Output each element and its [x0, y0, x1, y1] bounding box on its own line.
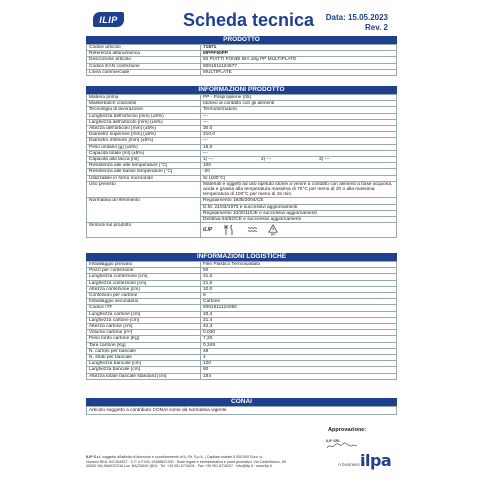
row-value: 210,0 [201, 132, 397, 138]
row-value: --- [201, 113, 397, 119]
row-label: Resistenza alle alte temperature [°C] [87, 163, 201, 169]
normativa-item: Regolamento 10/2011/UE e successivi aggiornamenti [201, 211, 396, 217]
row-label: Normativa di riferimento [87, 198, 201, 223]
capacity-1: 1) --- [203, 157, 214, 163]
row-label: Referenza alfanumerica [87, 51, 201, 57]
symbols-cell [201, 223, 397, 238]
row-label: Volume cartone [m³] [87, 330, 201, 336]
row-value: 8 [201, 293, 397, 299]
row-label: Simboli sul prodotto [87, 223, 201, 238]
row-value: 0,030 [201, 330, 397, 336]
table-row [87, 223, 397, 238]
section-info-prodotto-heading: INFORMAZIONI PRODOTTO [86, 86, 397, 94]
row-label: Peso unitario [g] (±5%) [87, 144, 201, 150]
row-label: Peso lordo cartone [Kg] [87, 336, 201, 342]
row-label: Materia prima [87, 95, 201, 101]
row-value: 18,0 [201, 144, 397, 150]
table-row [87, 373, 397, 379]
table-row [87, 157, 397, 163]
row-value: 21,0 [201, 280, 397, 286]
row-label: Lunghezza cartone [cm] [87, 311, 201, 317]
table-row [87, 69, 397, 75]
row-label: Larghezza bancale [cm] [87, 367, 201, 373]
row-label: Altezza totale bancale standard [cm] [87, 373, 201, 379]
footer-company-info [86, 455, 326, 469]
footer-line-1-text: soggetta all'attività di direzione e coordinamento di IL.PA. S.p.A. | Capitale sociale 5.000.000 Euro i.v. [102, 455, 264, 459]
row-label: N. cartoni per bancale [87, 348, 201, 354]
row-label: Diametro superiore [mm] (±5%) [87, 132, 201, 138]
row-value: 4 [201, 355, 397, 361]
row-value: Cartone [201, 299, 397, 305]
row-value: 48 [201, 348, 397, 354]
ilip-logo: ILIP [93, 12, 124, 27]
table-prodotto [86, 44, 397, 76]
table-info-prodotto [86, 94, 397, 238]
row-label: Capacità totale [ml] (±5%) [87, 150, 201, 156]
row-value: 33,4 [201, 311, 397, 317]
row-value: 184 [201, 373, 397, 379]
approval-label: Approvazione: [328, 427, 367, 433]
row-value: 80 [201, 367, 397, 373]
row-value: 42,3 [201, 324, 397, 330]
row-label: Masterbatch colorante [87, 101, 201, 107]
row-value: 8001511124677 [201, 63, 397, 69]
table-row [87, 198, 397, 223]
capacity-2: 2) --- [261, 157, 272, 163]
row-value: 7,20 [201, 336, 397, 342]
row-value: Film Plastico Termosaldato [201, 262, 397, 268]
row-value: 10,0 [201, 286, 397, 292]
row-value: 50 [201, 268, 397, 274]
row-label: Capacità alla tacca [ml] [87, 157, 201, 163]
row-label: Codice EAN confezione [87, 63, 201, 69]
recycle-code: PP [270, 232, 276, 237]
row-label: Imballaggio primario [87, 262, 201, 268]
row-label: Confezioni per cartone [87, 293, 201, 299]
ilip-small-logo: ILIP [203, 226, 213, 233]
section-conai-heading: CONAI [86, 398, 397, 406]
footer-line-3: 40053 VALSAMOGGIA Loc. BAZZANO (BO) · Tel. +39 051 6715411 · Fax +39 051 6715437 · info@ilip.it · www.ilip.it [86, 464, 272, 469]
row-value: 21,0 [201, 274, 397, 280]
rev-text: Rev. 2 [365, 23, 388, 32]
microwave-icon [246, 224, 258, 236]
row-value: 21,4 [201, 317, 397, 323]
footer-line-2: Numero REA: BO-504527 · C.F. e P.IVA: 00488671200 · Sede legale e amministrativa e plant produttivo: Via Castelfranco, 50 [86, 459, 286, 464]
normativa-item: Regolamento 1935/2004/CE [201, 198, 396, 204]
row-value: MULTIPLATE [201, 69, 397, 75]
row-value: 30,0 [201, 126, 397, 132]
row-value: 8001511124050 [201, 305, 397, 311]
row-label: Larghezza confezione [cm] [87, 280, 201, 286]
row-label: Codice articolo [87, 45, 201, 51]
row-label: Tecnologia di lavorazione [87, 107, 201, 113]
row-label: Codice ITF [87, 305, 201, 311]
row-label: N. strati per bancale [87, 355, 201, 361]
row-value: -20 [201, 169, 397, 175]
row-label: Diametro inferiore [mm] (±5%) [87, 138, 201, 144]
footer-company: ILIP S.r.l. [86, 455, 102, 459]
row-value: 50 PIATTI FONDI BIA 18g PP MULTIPLATE [201, 57, 397, 63]
row-label: Imballaggio secondario [87, 299, 201, 305]
recycle-pp-icon [268, 224, 278, 237]
row-value: --- [201, 138, 397, 144]
row-value: Sì (100°C) [201, 175, 397, 181]
conai-text: Articolo soggetto a contributo CONAI come da normativa vigente [86, 406, 397, 415]
row-value: 0,349 [201, 342, 397, 348]
row-label: Lunghezza dell'articolo [mm] (±5%) [87, 113, 201, 119]
capacity-3: 3) --- [319, 157, 330, 163]
row-label: Pezzi per confezione [87, 268, 201, 274]
row-label: Altezza confezione [cm] [87, 286, 201, 292]
symbols [203, 223, 394, 237]
signature [326, 437, 358, 445]
row-value: 120 [201, 361, 397, 367]
row-value: 71871 [201, 45, 397, 51]
row-label: Larghezza dell'articolo [mm] (±5%) [87, 119, 201, 125]
row-label: Utilizzabile in forno microonde [87, 175, 201, 181]
normativa-item: D.M. 21/03/1973 e successivi aggiornamenti [201, 205, 396, 211]
section-logistica-heading: INFORMAZIONI LOGISTICHE [86, 253, 397, 261]
table-row [87, 181, 397, 198]
food-contact-icon [222, 224, 236, 236]
table-logistica [86, 261, 397, 380]
row-label: Lunghezza bancale [cm] [87, 361, 201, 367]
row-value: --- [201, 119, 397, 125]
row-label: Altezza dell'articolo [mm] (±5%) [87, 126, 201, 132]
row-value: Idoneo al contatto con gli alimenti [201, 101, 397, 107]
row-label: Altezza cartone [cm] [87, 324, 201, 330]
row-value: MPPF50PP [201, 51, 397, 57]
page-title: Scheda tecnica [183, 10, 315, 30]
section-prodotto-heading: PRODOTTO [86, 36, 397, 44]
row-label: Linea commerciale [87, 69, 201, 75]
signature-text: ILIP SRL [326, 439, 341, 443]
ilpa-logo: ilpa [360, 451, 392, 470]
normativa-list [201, 198, 397, 223]
row-value: --- [201, 150, 397, 156]
row-label: Larghezza cartone [cm] [87, 317, 201, 323]
row-value: Termoformatura [201, 107, 397, 113]
business-of-text: A business of [338, 462, 365, 467]
uso-previsto-value: Materiali e oggetti ad uso ripetuto idonei a venire a contatto con alimenti a base acquosa, acida e grassa alla temperatura massima di 70°C per meno di 2h o alla massima temperatura di 100°C per meno di 15 min. [201, 181, 397, 198]
date-rev [326, 13, 388, 33]
row-label: Descrizione articolo [87, 57, 201, 63]
row-value: PP - Polipropilene (05) [201, 95, 397, 101]
capacity-values [201, 157, 397, 163]
row-label: Resistenza alle basse temperature [°C] [87, 169, 201, 175]
row-label: Tara cartone [Kg] [87, 342, 201, 348]
normativa-item: Direttiva 94/62/CE e successivi aggiornamenti [203, 217, 301, 223]
recycle-number: 5 [272, 226, 275, 231]
date-text: Data: 15.05.2023 [325, 13, 388, 22]
row-label: Lunghezza confezione [cm] [87, 274, 201, 280]
row-label: Uso previsto [87, 181, 201, 198]
row-value: 100 [201, 163, 397, 169]
